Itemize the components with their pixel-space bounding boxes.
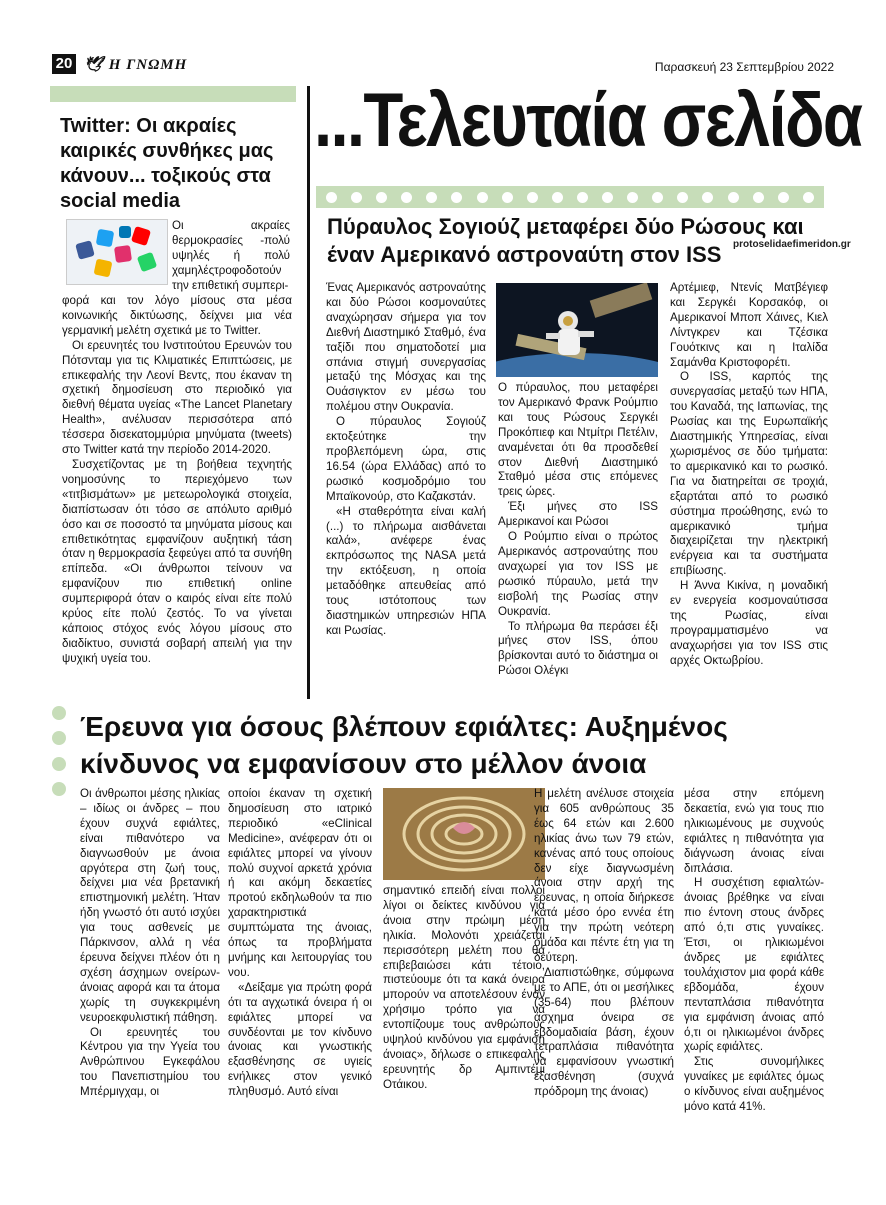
paragraph: μέσα στην επόμενη δεκαετία, ενώ για τους πιο ηλικιωμένους με συχνούς εφιάλτες η πιθανότητα για διάγνωση άνοιας είναι διπλάσια. (684, 787, 824, 875)
soyuz-article-headline: Πύραυλος Σογιούζ μεταφέρει δύο Ρώσους και έναν Αμερικανό αστροναύτη στον ISS (327, 214, 804, 267)
newspaper-logo (84, 55, 187, 74)
logo-text: Η ΓΝΩΜΗ (108, 57, 188, 73)
divider-dot (753, 192, 764, 203)
divider-dot (326, 192, 337, 203)
divider-dot (527, 192, 538, 203)
divider-dot (702, 192, 713, 203)
divider-dot (502, 192, 513, 203)
divider-dot (803, 192, 814, 203)
page-number: 20 (52, 54, 76, 74)
divider-dot (552, 192, 563, 203)
paragraph: Οι άνθρωποι μέσης ηλικίας – ιδίως οι άνδρες – που έχουν συχνά εφιάλτες, είναι πιθανότερο να διαγνωσθούν με άνοια αργότερα στη ζωή τους, δείχνει μια νέα βρετανική επιστημονική μελέτη. Ήταν ήδη γνωστό ότι αυτό ισχύει για τους ασθενείς με Πάρκινσον, αλλά η νέα έρευνα δείχνει πλέον ότι η σχέση άσχημων ονείρων-άνοιας αφορά και τα άτομα χωρίς τη συγκεκριμένη νευροεκφυλιστική πάθηση. (80, 787, 220, 1024)
paragraph: «Η σταθερότητα είναι καλή (...) το πλήρωμα αισθάνεται καλά», ανέφερε ένας εκπρόσωπος της NASA μετά την εκτόξευση, η οποία μεταδόθηκε απευθείας από τους ιστότοπους των διαστημικών υπηρεσιών ΗΠΑ και Ρωσίας. (326, 504, 486, 637)
paragraph: Το πλήρωμα θα περάσει έξι μήνες στον ISS, όπου βρίσκονται αυτό το διάστημα οι Ρώσοι Ολέγκι (498, 619, 658, 678)
divider-dot (602, 192, 613, 203)
soyuz-article-col2 (498, 381, 658, 679)
paragraph: Οι ερευνητές του Ινστιτούτου Ερευνών του Πότσνταμ για τις Κλιματικές Επιπτώσεις, με επικεφαλής την Λεονί Βεντς, που έκαναν τη σχετική δημοσίευση στο περιοδικό για διεθνή θέματα υγείας «The Lancet Planetary Health», ανέλυσαν περισσότερα από τέσσερα δισεκατομμύρια μηνύματα (tweets) στο Twitter κατά την περίοδο 2014-2020. (62, 338, 292, 457)
section-title: ...Τελευταία σελίδα (314, 78, 862, 163)
divider-dot (577, 192, 588, 203)
paragraph: Ο πύραυλος, που μεταφέρει τον Αμερικανό Φρανκ Ρούμπιο και τους Ρώσους Σεργκέι Προκόπιεφ και Ντμίτρι Πετέλιν, αναμένεται ότι θα προσδεθεί στον Διεθνή Διαστημικό Σταθμό μέσα στις επόμενες τρεις ώρες. (498, 381, 658, 499)
paragraph: Διαπιστώθηκε, σύμφωνα με το ΑΠΕ, ότι οι μεσήλικες (35-64) που βλέπουν άσχημα όνειρα σε εβδομαδιαία βάση, έχουν τετραπλάσια πιθανότητα να εμφανίσουν γνωστική εξασθένηση (συχνά πρόδρομη της άνοιας) (534, 965, 674, 1099)
astronaut-spacewalk-image (496, 283, 658, 377)
nightmares-article-col2 (228, 787, 372, 1100)
divider-dot (451, 192, 462, 203)
issue-date: Παρασκευή 23 Σεπτεμβρίου 2022 (654, 60, 834, 74)
divider-dot (401, 192, 412, 203)
paragraph: Ένας Αμερικανός αστροναύτης και δύο Ρώσοι κοσμοναύτες αναχώρησαν σήμερα για τον Διεθνή Διαστημικό Σταθμό, ένα ταξίδι που σηματοδοτεί μια σπάνια στιγμή συνεργασίας μεταξύ της Μόσχας και της Ουάσιγκτον εν μέσω του πολέμου στην Ουκρανία. (326, 281, 486, 414)
marker-dot (52, 706, 66, 720)
twitter-article-body (62, 294, 292, 667)
twitter-article-headline: Twitter: Οι ακραίες καιρικές συνθήκες μας κάνουν... τοξικούς στα social media (60, 115, 274, 212)
feather-icon: 🕊 (84, 57, 109, 73)
paragraph: οποίοι έκαναν τη σχετική δημοσίευση στο ιατρικό περιοδικό «eClinical Medicine», ανέφεραν ότι οι εφιάλτες μπορεί να γίνουν πολύ συχνοί αρκετά χρόνια ή και ακόμη δεκαετίες προτού εκδηλωθούν τα πιο χαρακτηριστικά συμπτώματα της άνοιας, όπως τα προβλήματα μνήμης και λειτουργίας του νου. (228, 787, 372, 979)
soyuz-article-col1 (326, 281, 486, 639)
paragraph: Έξι μήνες στο ISS Αμερικανοί και Ρώσοι (498, 500, 658, 529)
nightmares-article-col1 (80, 787, 220, 1100)
paragraph: σημαντικό επειδή είναι πολλοί λίγοι οι δείκτες κινδύνου για άνοια στην πρώιμη μέση ηλικία. Μολονότι χρειάζεται περισσότερη μελέτη που θα επιβεβαιώσει κάτι τέτοιο, πιστεύουμε ότι τα κακά όνειρα μπορούν να αποτελέσουν έναν χρήσιμο τρόπο για να εντοπίζουμε τους ανθρώπους υψηλού κινδύνου για εμφάνιση άνοιας», δήλωσε ο επικεφαλής ερευνητής δρ Αμπιντέμι Οτάικου. (383, 884, 545, 1091)
soyuz-article-col3 (670, 281, 828, 669)
twitter-article-wrap-text: Οι ακραίες θερμοκρασίες -πολύ υψηλές ή πολύ χαμηλέςτροφοδοτούν την επιθετική συμπερι- (172, 219, 290, 292)
paragraph: Ο πύραυλος Σογιούζ εκτοξεύτηκε την προβλεπόμενη ώρα, στις 16.54 (ώρα Ελλάδας) από το ρωσικό κοσμοδρόμιο του Μπαϊκονούρ, στο Καζακστάν. (326, 415, 486, 503)
divider-dot (652, 192, 663, 203)
paragraph: Οι ερευνητές του Κέντρου για την Υγεία του Ανθρώπινου Εγκεφάλου του Πανεπιστημίου του Μπέρμιγχαμ, οι (80, 1025, 220, 1099)
dotted-divider-bar (316, 186, 824, 208)
divider-dot (728, 192, 739, 203)
nightmares-article-col4 (534, 787, 674, 1100)
dotted-vertical-marker (52, 706, 68, 796)
paragraph: φορά και τον λόγο μίσους στα μέσα κοινωνικής δικτύωσης, δείχνει μια νέα γερμανική μελέτη σχετικά με το Twitter. (62, 294, 292, 337)
divider-dot (627, 192, 638, 203)
paragraph: Ο ISS, καρπός της συνεργασίας μεταξύ των ΗΠΑ, του Καναδά, της Ιαπωνίας, της Ρωσίας και της Ευρωπαϊκής Διαστημικής Υπηρεσίας, είναι χωρισμένος σε δύο τμήματα: το αμερικανικό και το ρωσικό. Για να διατηρείται σε τροχιά, εξαρτάται από το ρωσικό σύστημα προώθησης, ενώ το αμερικανικό τμήμα διαχειρίζεται την ηλεκτρική ενέργεια και τα συστήματα επιβίωσης. (670, 370, 828, 578)
paragraph: Η συσχέτιση εφιαλτών-άνοιας βρέθηκε να είναι πιο έντονη στους άνδρες από ό,τι στις γυναίκες. Έτσι, οι ηλικιωμένοι άνδρες με εφιάλτες τουλάχιστον μια φορά κάθε εβδομάδα, έχουν πενταπλάσια πιθανότητα για εμφάνιση άνοιας από ό,τι οι ηλικιωμένοι άνδρες χωρίς εφιάλτες. (684, 876, 824, 1054)
paragraph: Η μελέτη ανέλυσε στοιχεία για 605 ανθρώπους 35 έως 64 ετών και 2.600 ηλικίας άνω των 79 ετών, κανένας από τους οποίους δεν είχε διαγνωσμένη άνοια στην αρχή της έρευνας, η οποία διήρκεσε κατά μέσο όρο εννέα έτη για την πρώτη νεότερη ομάδα και πέντε έτη για τη δεύτερη. (534, 787, 674, 964)
marker-dot (52, 757, 66, 771)
social-media-icons-image (66, 219, 168, 285)
nightmares-article-headline: Έρευνα για όσους βλέπουν εφιάλτες: Αυξημένος κίνδυνος να εμφανίσουν στο μέλλον άνοια (80, 711, 728, 779)
divider-dot (426, 192, 437, 203)
marker-dot (52, 782, 66, 796)
column-divider (307, 86, 310, 699)
paragraph: Στις συνομήλικες γυναίκες με εφιάλτες όμως ο κίνδυνος είναι αυξημένος μόνο κατά 41%. (684, 1055, 824, 1114)
paragraph: «Δείξαμε για πρώτη φορά ότι τα αγχωτικά όνειρα ή οι εφιάλτες μπορεί να συνδέονται με τον κίνδυνο άνοιας και γνωστικής εξασθένησης σε υγιείς ενήλικες στον γενικό πληθυσμό. Αυτό είναι (228, 980, 372, 1099)
left-column-band (50, 86, 296, 102)
divider-dot (477, 192, 488, 203)
paragraph: Αρτέμιεφ, Ντενίς Ματβέγιεφ και Σεργκέι Κορσακόφ, οι Αμερικανοί Μποπ Χάινες, Κιελ Λίντγκρεν και Τζέσικα Γουότκινς και η Ιταλίδα Σαμάνθα Κριστοφορέτι. (670, 281, 828, 369)
paragraph: Συσχετίζοντας με τη βοήθεια τεχνητής νοημοσύνης το περιεχόμενο των «τιτβισμάτων» με μετεωρολογικά στοιχεία, διαπίστωσαν ότι τόσο σε απόλυτο αριθμό όσο και σε ποσοστό τα μηνύματα μίσους και επιθετικότητας εμφανίζουν αυξητική τάση όταν η θερμοκρασία ξεφεύγει από τα συνήθη επίπεδα. «Οι άνθρωποι τείνουν να εμφανίζουν πιο επιθετική online συμπεριφορά όταν ο καιρός είναι είτε πολύ κρύος είτε πολύ ζεστός. Το να γίνεται κάποιος στόχος ενός λόγου μίσους στο διαδίκτυο, συνιστά σοβαρή απειλή για την ψυχική υγεία του. (62, 457, 292, 665)
divider-dot (376, 192, 387, 203)
divider-dot (351, 192, 362, 203)
divider-dot (677, 192, 688, 203)
nightmares-article-col3 (383, 884, 545, 1093)
watermark: protoselidaefimeridon.gr (733, 239, 851, 250)
paragraph: Η Άννα Κικίνα, η μοναδική εν ενεργεία κοσμοναύτισσα της Ρωσίας, είναι προγραμματισμένο να αναχωρήσει για τον ISS στις αρχές Οκτωβρίου. (670, 579, 828, 667)
paragraph: Ο Ρούμπιο είναι ο πρώτος Αμερικανός αστροναύτης που αναχωρεί για τον ISS με ρωσικό πύραυλο, μετά την εισβολή της Ρωσίας στην Ουκρανία. (498, 530, 658, 618)
divider-dot (778, 192, 789, 203)
brain-maze-image (383, 788, 545, 880)
marker-dot (52, 731, 66, 745)
nightmares-article-col5 (684, 787, 824, 1115)
